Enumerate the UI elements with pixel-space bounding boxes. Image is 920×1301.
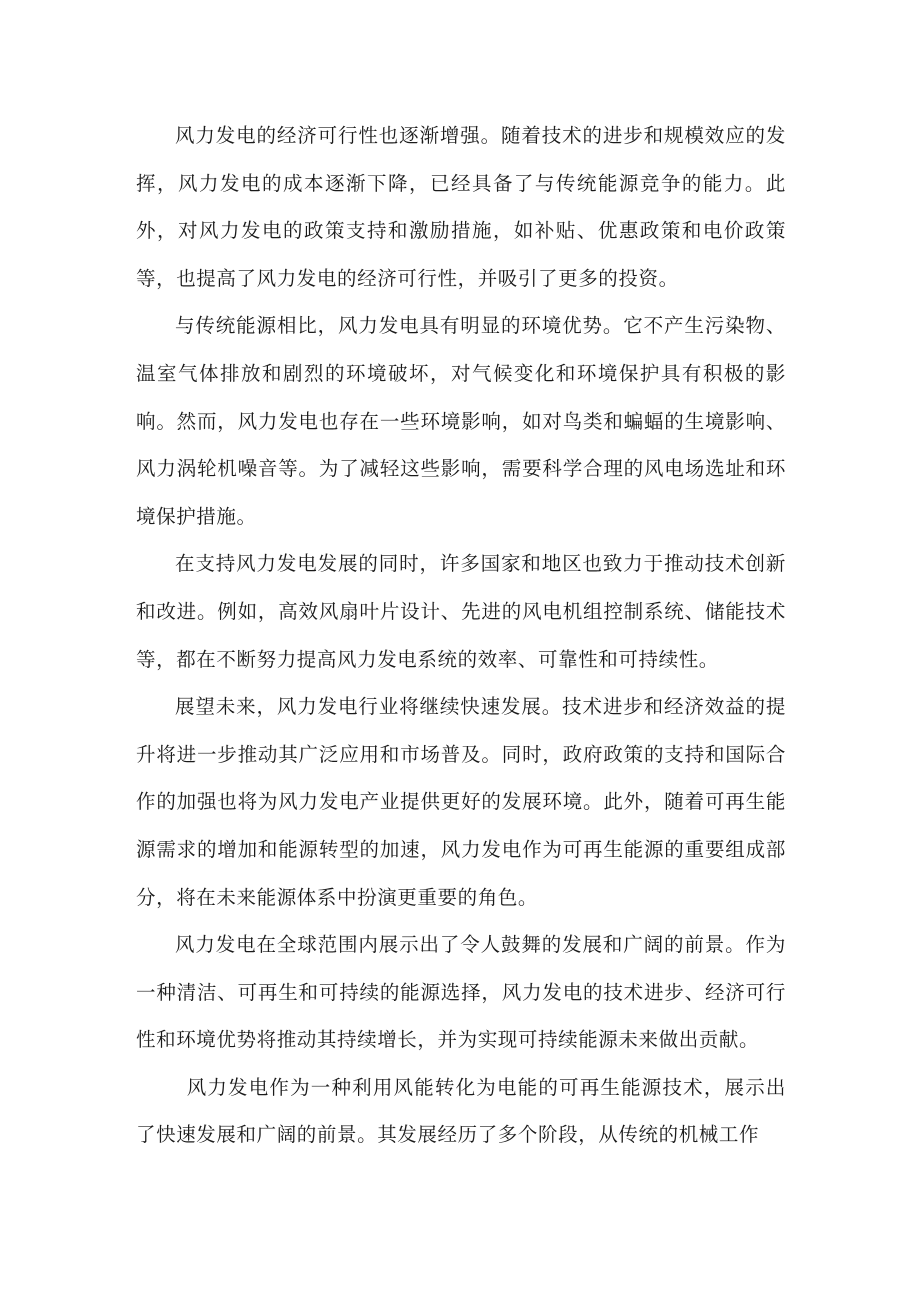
paragraph-economic-viability: 风力发电的经济可行性也逐渐增强。随着技术的进步和规模效应的发挥，风力发电的成本逐渐下降，已经具备了与传统能源竞争的能力。此外，对风力发电的政策支持和激励措施，如补贴、优惠政策和电价政策等，也提高了风力发电的经济可行性，并吸引了更多的投资。 <box>136 124 786 290</box>
paragraph-environmental-advantages: 与传统能源相比，风力发电具有明显的环境优势。它不产生污染物、温室气体排放和剧烈的环境破坏，对气候变化和环境保护具有积极的影响。然而，风力发电也存在一些环境影响，如对鸟类和蝙蝠的生境影响、风力涡轮机噪音等。为了减轻这些影响，需要科学合理的风电场选址和环境保护措施。 <box>136 314 786 528</box>
paragraph-development-stages: 风力发电作为一种利用风能转化为电能的可再生能源技术，展示出了快速发展和广阔的前景。其发展经历了多个阶段，从传统的机械工作 <box>136 1075 786 1147</box>
paragraph-global-prospects: 风力发电在全球范围内展示出了令人鼓舞的发展和广阔的前景。作为一种清洁、可再生和可持续的能源选择，风力发电的技术进步、经济可行性和环境优势将推动其持续增长，并为实现可持续能源未来做出贡献。 <box>136 933 786 1052</box>
paragraph-technology-innovation: 在支持风力发电发展的同时，许多国家和地区也致力于推动技术创新和改进。例如，高效风扇叶片设计、先进的风电机组控制系统、储能技术等，都在不断努力提高风力发电系统的效率、可靠性和可持续性。 <box>136 552 786 671</box>
document-body <box>136 112 786 1159</box>
paragraph-future-outlook: 展望未来，风力发电行业将继续快速发展。技术进步和经济效益的提升将进一步推动其广泛应用和市场普及。同时，政府政策的支持和国际合作的加强也将为风力发电产业提供更好的发展环境。此外，随着可再生能源需求的增加和能源转型的加速，风力发电作为可再生能源的重要组成部分，将在未来能源体系中扮演更重要的角色。 <box>136 695 786 909</box>
